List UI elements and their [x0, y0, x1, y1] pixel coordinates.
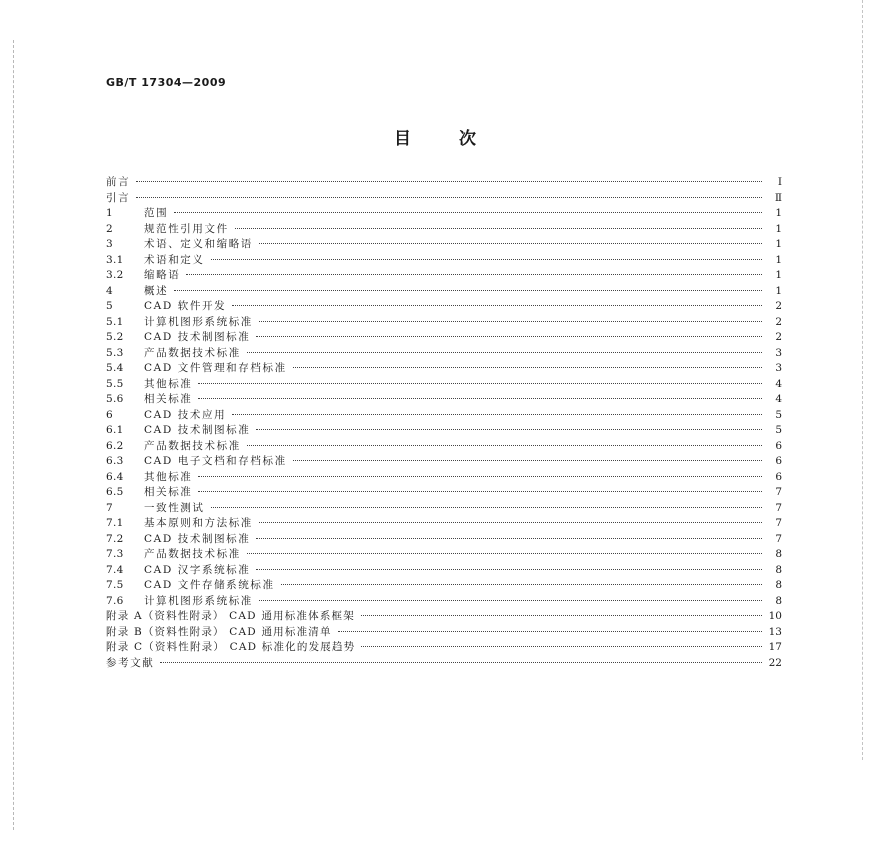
toc-entry-label: CAD 文件存储系统标准 — [144, 579, 275, 591]
dot-leader — [211, 259, 763, 260]
toc-entry-number: 3.1 — [106, 253, 124, 266]
standard-code-header: GB/T 17304—2009 — [106, 76, 227, 89]
toc-entry-number: 5.3 — [106, 346, 124, 359]
toc-entry[interactable] — [106, 656, 782, 672]
toc-entry-label: CAD 软件开发 — [144, 300, 227, 312]
toc-entry-page-number: 10 — [768, 610, 782, 622]
toc-entry-page-number: 8 — [775, 594, 782, 607]
dot-leader — [160, 662, 762, 663]
toc-entry-page-number: 8 — [775, 563, 782, 576]
toc-entry-label: 产品数据技术标准 — [144, 439, 241, 452]
toc-entry[interactable] — [106, 284, 782, 300]
toc-entry-label: 参考文献 — [106, 656, 155, 669]
toc-entry-number: 5.5 — [106, 377, 124, 390]
toc-entry-label: 附录 C（资料性附录） CAD 标准化的发展趋势 — [106, 641, 356, 653]
toc-entry-page-number: 3 — [775, 346, 782, 359]
dot-leader — [198, 383, 762, 384]
toc-entry-number: 7.3 — [106, 548, 124, 560]
toc-entry-page-number: 6 — [775, 470, 782, 483]
toc-entry-label: 一致性测试 — [144, 501, 205, 514]
dot-leader — [232, 414, 762, 415]
toc-entry-page-number: 2 — [775, 315, 782, 328]
toc-entry-number: 5.6 — [106, 393, 124, 405]
toc-entry[interactable] — [106, 330, 782, 346]
toc-entry-page-number: 8 — [775, 579, 782, 591]
dot-leader — [247, 352, 762, 353]
toc-entry-label: 相关标准 — [144, 486, 193, 498]
dot-leader — [361, 615, 762, 616]
toc-entry-label: 缩略语 — [144, 269, 181, 281]
dot-leader — [174, 290, 762, 291]
dot-leader — [136, 181, 762, 182]
toc-entry-page-number: 1 — [775, 269, 782, 281]
toc-entry[interactable] — [106, 346, 782, 362]
toc-entry-page-number: 2 — [775, 331, 782, 343]
dot-leader — [174, 212, 762, 213]
toc-entry[interactable] — [106, 175, 782, 191]
toc-entry-label: 相关标准 — [144, 393, 193, 405]
toc-entry-label: CAD 汉字系统标准 — [144, 563, 251, 576]
dot-leader — [198, 398, 762, 399]
dot-leader — [247, 553, 762, 554]
toc-entry[interactable] — [106, 237, 782, 253]
toc-entry[interactable] — [106, 532, 782, 548]
toc-entry-number: 3 — [106, 238, 113, 250]
toc-entry-number: 6.2 — [106, 439, 124, 452]
dot-leader — [259, 600, 762, 601]
toc-entry[interactable] — [106, 268, 782, 284]
toc-entry-page-number: 22 — [768, 656, 782, 669]
dot-leader — [259, 243, 762, 244]
toc-entry-label: 产品数据技术标准 — [144, 548, 241, 560]
toc-entry-label: CAD 文件管理和存档标准 — [144, 362, 287, 374]
toc-entry[interactable] — [106, 206, 782, 222]
dot-leader — [235, 228, 762, 229]
toc-entry-number: 5.2 — [106, 331, 124, 343]
toc-entry-number: 3.2 — [106, 269, 124, 281]
toc-entry[interactable] — [106, 299, 782, 315]
toc-entry-number: 7.4 — [106, 563, 124, 576]
toc-entry-page-number: 13 — [768, 625, 782, 638]
dot-leader — [256, 569, 762, 570]
dot-leader — [232, 305, 762, 306]
toc-entry-number: 6.5 — [106, 486, 124, 498]
toc-entry-label: 范围 — [144, 207, 169, 219]
toc-entry[interactable] — [106, 578, 782, 594]
toc-entry-label: CAD 技术制图标准 — [144, 424, 251, 436]
toc-entry-number: 5 — [106, 300, 113, 312]
toc-entry-page-number: 7 — [775, 486, 782, 498]
toc-entry[interactable] — [106, 392, 782, 408]
dot-leader — [256, 429, 762, 430]
toc-entry-label: CAD 技术制图标准 — [144, 532, 251, 545]
toc-entry-page-number: 5 — [775, 408, 782, 421]
scan-edge-left — [13, 40, 14, 830]
toc-entry-page-number: 1 — [775, 238, 782, 250]
toc-entry-number: 6.4 — [106, 470, 124, 483]
page-title: 目次 — [394, 129, 524, 149]
dot-leader — [136, 197, 762, 198]
toc-entry-page-number: 7 — [775, 517, 782, 529]
toc-entry[interactable] — [106, 516, 782, 532]
toc-entry-label: 产品数据技术标准 — [144, 346, 241, 359]
toc-entry[interactable] — [106, 625, 782, 641]
toc-entry[interactable] — [106, 191, 782, 207]
dot-leader — [256, 336, 762, 337]
toc-entry-page-number: 1 — [775, 222, 782, 235]
dot-leader — [247, 445, 762, 446]
toc-entry-label: 计算机图形系统标准 — [144, 315, 253, 328]
toc-entry[interactable] — [106, 547, 782, 563]
toc-entry-number: 2 — [106, 222, 113, 235]
toc-entry-page-number: 3 — [775, 362, 782, 374]
dot-leader — [198, 491, 762, 492]
toc-entry[interactable] — [106, 315, 782, 331]
toc-entry-label: 前言 — [106, 176, 131, 188]
toc-entry-label: 引言 — [106, 191, 131, 204]
dot-leader — [361, 646, 762, 647]
toc-entry-label: 其他标准 — [144, 377, 193, 390]
dot-leader — [259, 321, 762, 322]
toc-entry[interactable] — [106, 361, 782, 377]
toc-entry-label: 术语、定义和缩略语 — [144, 238, 253, 250]
toc-entry-number: 5.1 — [106, 315, 124, 328]
toc-entry-page-number: 7 — [775, 532, 782, 545]
toc-entry-label: CAD 技术应用 — [144, 408, 227, 421]
toc-entry-page-number: 1 — [775, 207, 782, 219]
toc-entry-number: 6.1 — [106, 424, 124, 436]
toc-entry[interactable] — [106, 470, 782, 486]
toc-entry-number: 7.1 — [106, 517, 124, 529]
toc-entry-number: 6 — [106, 408, 113, 421]
toc-entry[interactable] — [106, 454, 782, 470]
toc-entry-label: 概述 — [144, 284, 169, 297]
toc-entry[interactable] — [106, 423, 782, 439]
toc-entry-label: CAD 技术制图标准 — [144, 331, 251, 343]
toc-entry-page-number: 6 — [775, 439, 782, 452]
dot-leader — [293, 367, 762, 368]
toc-entry-number: 5.4 — [106, 362, 124, 374]
toc-entry-label: 基本原则和方法标准 — [144, 517, 253, 529]
toc-entry[interactable] — [106, 485, 782, 501]
toc-entry-page-number: 1 — [775, 253, 782, 266]
toc-entry[interactable] — [106, 439, 782, 455]
toc-entry-label: 规范性引用文件 — [144, 222, 229, 235]
toc-entry-number: 4 — [106, 284, 113, 297]
dot-leader — [281, 584, 762, 585]
scan-edge-right — [862, 0, 863, 760]
toc-entry-page-number: 5 — [775, 424, 782, 436]
toc-entry-label: 术语和定义 — [144, 253, 205, 266]
dot-leader — [259, 522, 762, 523]
dot-leader — [198, 476, 762, 477]
toc-entry-number: 6.3 — [106, 455, 124, 467]
toc-entry-number: 1 — [106, 207, 113, 219]
toc-entry-page-number: 7 — [775, 501, 782, 514]
toc-entry[interactable] — [106, 408, 782, 424]
dot-leader — [256, 538, 762, 539]
toc-entry-label: CAD 电子文档和存档标准 — [144, 455, 287, 467]
toc-entry[interactable] — [106, 563, 782, 579]
dot-leader — [338, 631, 762, 632]
toc-entry-page-number: Ⅰ — [777, 176, 782, 188]
toc-entry-label: 其他标准 — [144, 470, 193, 483]
toc-entry-page-number: 4 — [775, 393, 782, 405]
toc-entry-label: 附录 A（资料性附录） CAD 通用标准体系框架 — [106, 610, 355, 622]
toc-entry[interactable] — [106, 253, 782, 269]
toc-entry-number: 7 — [106, 501, 113, 514]
dot-leader — [293, 460, 762, 461]
toc-entry[interactable] — [106, 377, 782, 393]
toc-entry[interactable] — [106, 594, 782, 610]
dot-leader — [211, 507, 763, 508]
toc-entry-page-number: 6 — [775, 455, 782, 467]
toc-entry-label: 计算机图形系统标准 — [144, 594, 253, 607]
toc-entry-page-number: 17 — [768, 641, 782, 653]
toc-entry-page-number: 2 — [775, 300, 782, 312]
toc-entry-page-number: 8 — [775, 548, 782, 560]
toc-entry-number: 7.6 — [106, 594, 124, 607]
table-of-contents — [106, 175, 782, 671]
toc-entry[interactable] — [106, 640, 782, 656]
toc-entry-page-number: Ⅱ — [774, 191, 782, 204]
toc-entry[interactable] — [106, 609, 782, 625]
dot-leader — [186, 274, 762, 275]
toc-entry[interactable] — [106, 222, 782, 238]
toc-entry-number: 7.5 — [106, 579, 124, 591]
toc-entry-page-number: 1 — [775, 284, 782, 297]
toc-entry[interactable] — [106, 501, 782, 517]
toc-entry-label: 附录 B（资料性附录） CAD 通用标准清单 — [106, 625, 332, 638]
toc-entry-number: 7.2 — [106, 532, 124, 545]
toc-entry-page-number: 4 — [775, 377, 782, 390]
